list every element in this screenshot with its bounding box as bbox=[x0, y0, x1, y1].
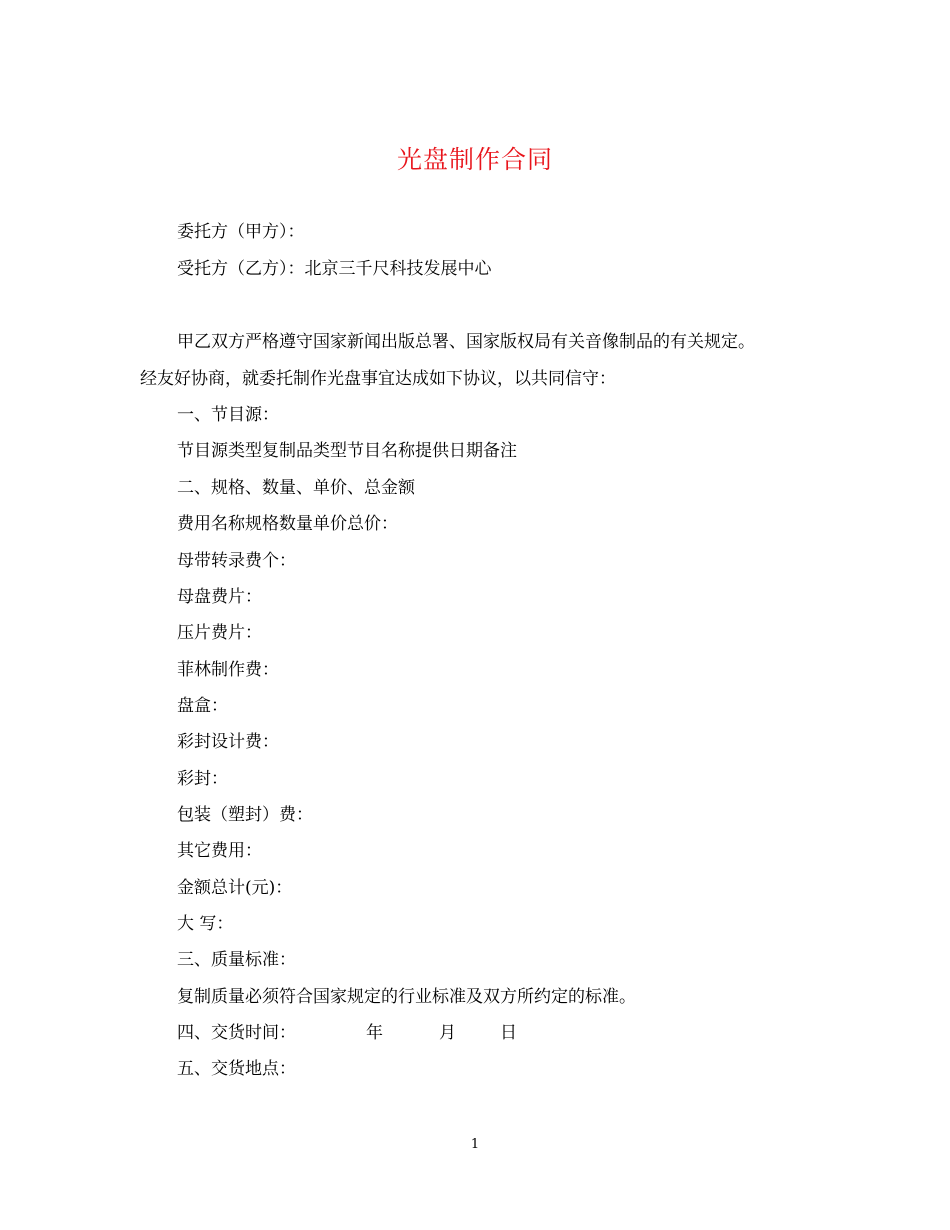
delivery-day: 日 bbox=[500, 1023, 517, 1043]
fee-master-tape: 母带转录费个： bbox=[177, 551, 296, 571]
delivery-time-label: 四、交货时间： bbox=[177, 1023, 296, 1043]
fee-cover: 彩封： bbox=[177, 769, 228, 789]
section-quality-standard: 三、质量标准： bbox=[177, 950, 296, 970]
fee-pressing: 压片费片： bbox=[177, 623, 262, 643]
quality-standard-text: 复制质量必须符合国家规定的行业标准及双方所约定的标准。 bbox=[177, 987, 636, 1007]
intro-paragraph-line-1: 甲乙双方严格遵守国家新闻出版总署、国家版权局有关音像制品的有关规定。 bbox=[177, 332, 755, 352]
delivery-year: 年 bbox=[366, 1023, 383, 1043]
intro-paragraph-line-2: 经友好协商，就委托制作光盘事宜达成如下协议，以共同信守： bbox=[140, 369, 616, 389]
section-delivery-place: 五、交货地点： bbox=[177, 1059, 296, 1079]
program-source-columns: 节目源类型复制品类型节目名称提供日期备注 bbox=[177, 441, 517, 461]
contractor-party-line: 受托方（乙方）：北京三千尺科技发展中心 bbox=[177, 259, 492, 279]
fee-disc-box: 盘盒： bbox=[177, 696, 228, 716]
delivery-month: 月 bbox=[439, 1023, 456, 1043]
section-specs-quantity-price: 二、规格、数量、单价、总金额 bbox=[177, 478, 415, 498]
fee-cover-design: 彩封设计费： bbox=[177, 732, 279, 752]
fee-film-making: 菲林制作费： bbox=[177, 660, 279, 680]
page-number: 1 bbox=[470, 1137, 480, 1152]
fee-columns: 费用名称规格数量单价总价： bbox=[177, 514, 398, 534]
client-party-line: 委托方（甲方）： bbox=[177, 222, 305, 242]
document-title: 光盘制作合同 bbox=[396, 145, 553, 174]
fee-packaging: 包装（塑封）费： bbox=[177, 805, 313, 825]
section-delivery-time bbox=[177, 1021, 517, 1045]
section-program-source: 一、节目源： bbox=[177, 405, 279, 425]
fee-master-disc: 母盘费片： bbox=[177, 587, 262, 607]
total-amount: 金额总计(元)： bbox=[177, 878, 293, 898]
amount-in-words: 大 写： bbox=[177, 914, 234, 934]
fee-other: 其它费用： bbox=[177, 841, 262, 861]
